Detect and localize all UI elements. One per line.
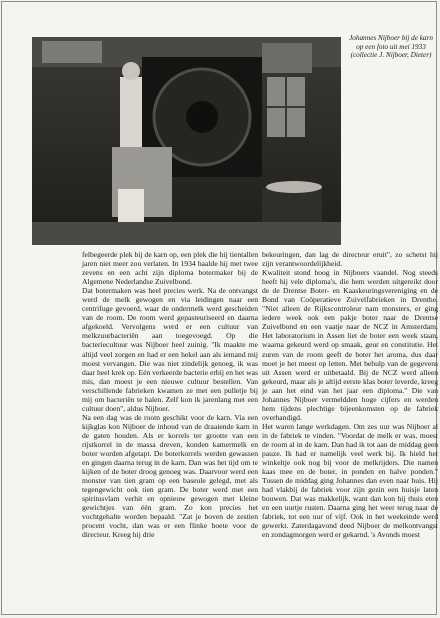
paragraph: Het waren lange werkdagen. Om zes uur was Nijboer al in de fabriek te vinden. "Voordat de melk er was, moest de room al in de karn. Dan had ik tot aan de middag geen pauze. Ik had er namelijk veel werk bij. Ik hield het winkeltje ook nog bij voor de melkrijders. Die namen kaas mee en de boter, in ponden en halve ponden." Tussen de middag ging Johannes dan even naar huis. Hij had vlakbij de fabriek voor zijn gezin een huisje laten bouwen. Dat was makkelijk, want dan kon hij thuis eten en een uurtje rusten. Daarna ging het weer terug naar de fabriek, tot een uur of vijf. Ook in het weekeinde werd gewerkt. Zaterdagavond deed Nijboer de melkontvangst en zondagmorgen werd er gekarnd. 's Avonds moest xyxy=(262,421,438,540)
historical-photo xyxy=(32,37,341,245)
photo-caption: Johannes Nijboer bij de karn op een foto uit mei 1933 (collectie J. Nijboer, Dieter) xyxy=(349,34,433,60)
paragraph: Kwaliteit stond hoog in Nijboers vaandel. Nog steeds heeft hij vele diploma's, die hem werden uitgereikt door de de Drentse Boter- en Kaaskeuringsvereniging en de Bond van Coöperatieve Zuivelfabrieken in Drenthe. "Niet alleen de Rijkscontroleur nam monsters, er ging iedere week ook een pakje boter naar de Drentse Zuivelbond en een vaatje naar de NCZ in Amsterdam. Het laboratorium in Assen liet de boter een week staan, waarna gekeurd werd op smaak, geur en constitutie. Het zuren van de room geeft de boter het aroma, dus daar moet je het meest op letten. Met behulp van de gegevens uit Assen werd er uitbetaald. Bij de NCZ werd alleen gekeurd, maar als je altijd eerste klas boter leverde, kreeg je aan het eind van het jaar een diploma." Die van Johannes Nijboer vermeldden hoge cijfers en werden hem tijdens plechtige bijeenkomsten op de fabriek overhandigd. xyxy=(262,268,438,422)
paragraph: felbegeerde plek bij de karn op, een plek die hij tientallen jaren niet meer zou verlaten. In 1934 haalde hij met twee zevens en een acht zijn diploma botermaker bij de Algemene Nederlandse Zuivelbond. xyxy=(82,250,258,287)
article-column-right xyxy=(262,250,438,540)
paragraph: Dat botermaken was heel precies werk. Na de ontvangst werd de melk gewogen en via leidingen naar een centrifuge gevoerd, waar de ondermelk werd gescheiden van de room. De room werd gepasteuriseerd en daarna afgekoeld. Vervolgens werd er een cultuur van melkzuurbacteriën aan toegevoegd. Op die bacteriecultuur was Nijboer heel zuinig. "Ik maakte me altijd veel zorgen en had er een hekel aan als iemand mij moest vervangen. Die was niet zindelijk genoeg, ik was daar heel krek op. Eén verkeerde bacterie erbij en het was mis, dan moest je een nieuwe cultuur bestellen. Van verschillende fabrieken kwamen ze met een pulletje bij mij om bacteriën te halen. Zelf kon ik jarenlang met een cultuur doen", aldus Nijboer. xyxy=(82,286,258,413)
article-column-left xyxy=(82,250,258,540)
paragraph: Na een dag was de room geschikt voor de karn. Via een kijkglas kon Nijboer de inhoud van de draaiende karn in de gaten houden. Als er korrels ter grootte van een rijstkorrel in de massa dreven, konden kamermelk en boter worden afgetapt. De boterkorrels werden gewassen en gingen daarna terug in de karn. Dan was het tijd om te kijken of de boter droog genoeg was. Daarvoor werd een monster van tien gram op een baseule gelegd, met als tegengewicht ook tien gram. De boter werd met een spiritusvlam verhit en opnieuw gewogen met kleine gewichtjes van één gram. Zo kon precies het vochtgehalte worden bepaald. "Zat je boven de zestien procent vocht, dan was er een flinke boete voor de directeur. Kreeg hij drie xyxy=(82,412,258,540)
paragraph: bekeuringen, dan lag de directeur eruit", zo schetst hij zijn verantwoordelijkheid. xyxy=(262,250,438,269)
factory-photo-image xyxy=(32,37,341,245)
magazine-page xyxy=(1,1,437,615)
